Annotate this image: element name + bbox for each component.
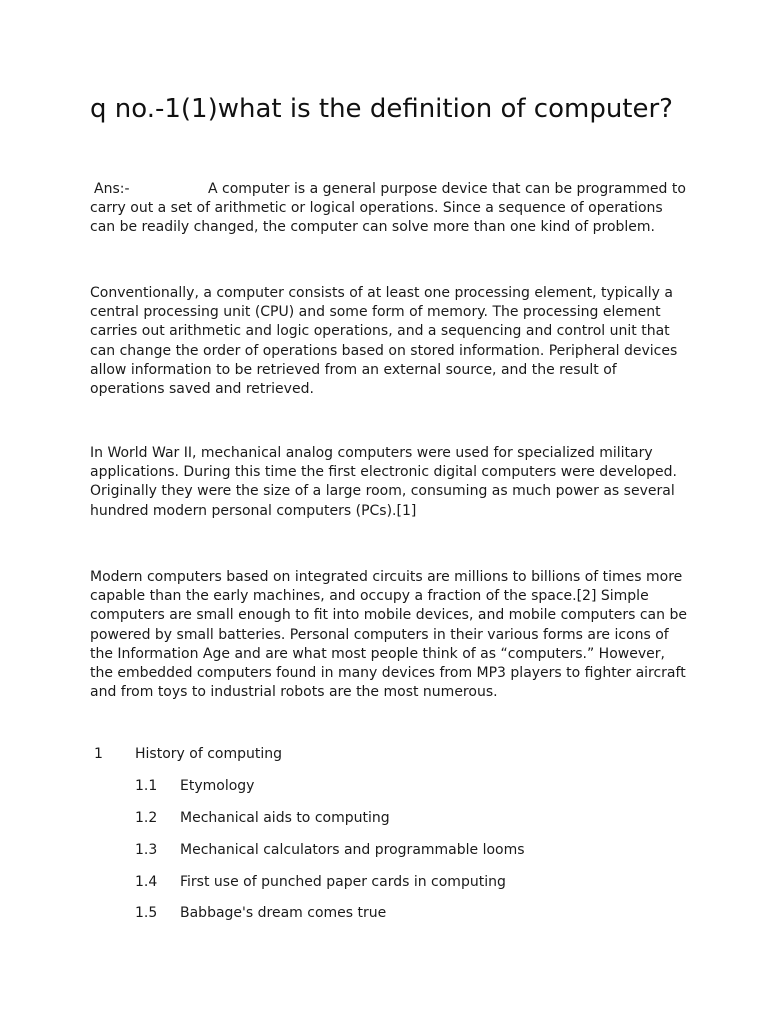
paragraph-world-war: In World War II, mechanical analog computers were used for specialized military applications. During this time the first electronic digital computers were developed. Originally they were the size of a large room, consuming as much power as several hundred modern personal computers (PCs).[1] <box>90 445 677 519</box>
toc-number: 1.2 <box>135 810 158 826</box>
toc-label: Mechanical aids to computing <box>180 810 390 826</box>
toc-number: 1.1 <box>135 778 158 794</box>
toc-number: 1.5 <box>135 905 158 921</box>
toc-number: 1.3 <box>135 842 158 858</box>
toc-label: Babbage's dream comes true <box>180 905 387 921</box>
toc-number: 1.4 <box>135 874 158 890</box>
toc-number: 1 <box>94 746 103 762</box>
toc-label: First use of punched paper cards in computing <box>180 874 506 890</box>
paragraph-conventional: Conventionally, a computer consists of at least one processing element, typically a central processing unit (CPU) and some form of memory. The processing element carries out arithmetic and logic operations, and a sequencing and control unit that can change the order of operations based on stored information. Peripheral devices allow information to be retrieved from an external source, and the result of operations saved and retrieved. <box>90 285 678 398</box>
question-title: q no.-1(1)what is the definition of computer? <box>90 94 673 124</box>
toc-label: Mechanical calculators and programmable looms <box>180 842 525 858</box>
paragraph-modern: Modern computers based on integrated circuits are millions to billions of times more capable than the early machines, and occupy a fraction of the space.[2] Simple computers are small enough to fit into mobile devices, and mobile computers can be powered by small batteries. Personal computers in their various forms are icons of the Information Age and are what most people think of as “computers.” However, the embedded computers found in many devices from MP3 players to fighter aircraft and from toys to industrial robots are the most numerous. <box>90 569 687 701</box>
answer-paragraph <box>90 180 690 238</box>
answer-label: Ans:- <box>94 181 130 197</box>
answer-text: A computer is a general purpose device that can be programmed to carry out a set of arithmetic or logical operations. Since a sequence of operations can be readily changed, the computer can solve more than one kind of problem. <box>90 181 686 236</box>
toc-label: History of computing <box>135 746 282 762</box>
toc-label: Etymology <box>180 778 255 794</box>
